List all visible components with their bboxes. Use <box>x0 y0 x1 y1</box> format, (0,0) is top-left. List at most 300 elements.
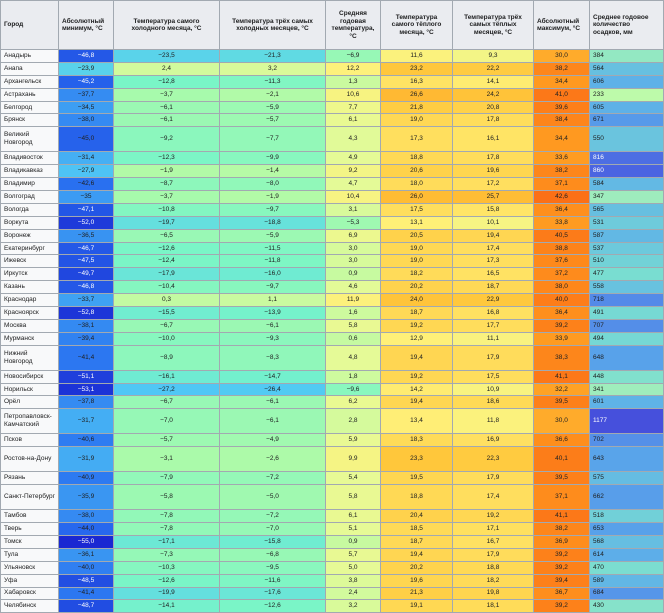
warmest-3-cell: 22,9 <box>453 294 534 307</box>
precip-cell: 648 <box>590 345 664 370</box>
warmest-month-cell: 14,2 <box>381 383 453 396</box>
abs-max-cell: 36,7 <box>534 587 590 600</box>
city-cell[interactable]: Норильск <box>1 383 59 396</box>
city-cell[interactable]: Ростов-на-Дону <box>1 447 59 472</box>
abs-max-cell: 39,2 <box>534 561 590 574</box>
annual-mean-cell: 6,1 <box>326 114 381 127</box>
precip-cell: 653 <box>590 523 664 536</box>
abs-min-cell: −47,1 <box>59 203 114 216</box>
precip-cell: 384 <box>590 50 664 63</box>
abs-min-cell: −44,0 <box>59 523 114 536</box>
city-cell[interactable]: Рязань <box>1 472 59 485</box>
abs-min-cell: −48,5 <box>59 574 114 587</box>
precip-cell: 605 <box>590 101 664 114</box>
abs-max-cell: 30,0 <box>534 50 590 63</box>
abs-min-cell: −27,9 <box>59 165 114 178</box>
abs-min-cell: −46,8 <box>59 281 114 294</box>
warmest-3-cell: 15,8 <box>453 203 534 216</box>
abs-max-cell: 39,6 <box>534 101 590 114</box>
coldest-month-cell: −19,9 <box>114 587 220 600</box>
annual-mean-cell: 9,9 <box>326 447 381 472</box>
city-cell[interactable]: Великий Новгород <box>1 127 59 152</box>
annual-mean-cell: 0,9 <box>326 535 381 548</box>
precip-cell: 430 <box>590 600 664 613</box>
warmest-month-cell: 17,5 <box>381 203 453 216</box>
coldest-3-cell: 1,1 <box>220 294 326 307</box>
coldest-3-cell: −21,3 <box>220 50 326 63</box>
warmest-month-cell: 20,2 <box>381 281 453 294</box>
abs-min-cell: −23,9 <box>59 62 114 75</box>
precip-cell: 575 <box>590 472 664 485</box>
coldest-month-cell: −5,8 <box>114 485 220 510</box>
coldest-3-cell: −6,8 <box>220 548 326 561</box>
warmest-3-cell: 19,2 <box>453 510 534 523</box>
precip-cell: 606 <box>590 75 664 88</box>
coldest-month-cell: −6,7 <box>114 319 220 332</box>
city-cell[interactable]: Уфа <box>1 574 59 587</box>
city-cell[interactable]: Тверь <box>1 523 59 536</box>
annual-mean-cell: 2,4 <box>326 587 381 600</box>
precip-cell: 510 <box>590 255 664 268</box>
header-warmest-month[interactable]: Температура самого тёплого месяца, °C <box>381 1 453 50</box>
abs-max-cell: 34,4 <box>534 127 590 152</box>
city-cell[interactable]: Москва <box>1 319 59 332</box>
warmest-3-cell: 18,1 <box>453 600 534 613</box>
warmest-3-cell: 17,4 <box>453 485 534 510</box>
abs-min-cell: −34,5 <box>59 101 114 114</box>
warmest-month-cell: 19,0 <box>381 242 453 255</box>
warmest-3-cell: 22,3 <box>453 447 534 472</box>
coldest-month-cell: −8,7 <box>114 178 220 191</box>
city-cell[interactable]: Хабаровск <box>1 587 59 600</box>
table-row <box>1 396 664 409</box>
abs-max-cell: 38,8 <box>534 242 590 255</box>
city-cell[interactable]: Брянск <box>1 114 59 127</box>
header-abs-max[interactable]: Абсолютный максимум, °C <box>534 1 590 50</box>
table-row <box>1 88 664 101</box>
coldest-3-cell: −5,0 <box>220 485 326 510</box>
precip-cell: 341 <box>590 383 664 396</box>
abs-max-cell: 40,0 <box>534 294 590 307</box>
abs-min-cell: −39,4 <box>59 332 114 345</box>
city-cell[interactable]: Архангельск <box>1 75 59 88</box>
abs-max-cell: 39,2 <box>534 319 590 332</box>
annual-mean-cell: 5,8 <box>326 485 381 510</box>
warmest-3-cell: 20,8 <box>453 101 534 114</box>
coldest-3-cell: 3,2 <box>220 62 326 75</box>
warmest-month-cell: 19,0 <box>381 255 453 268</box>
warmest-3-cell: 17,1 <box>453 523 534 536</box>
table-row <box>1 472 664 485</box>
coldest-month-cell: −12,8 <box>114 75 220 88</box>
city-cell[interactable]: Казань <box>1 281 59 294</box>
warmest-3-cell: 11,8 <box>453 409 534 434</box>
abs-min-cell: −36,5 <box>59 229 114 242</box>
city-cell[interactable]: Ижевск <box>1 255 59 268</box>
annual-mean-cell: 3,2 <box>326 600 381 613</box>
abs-max-cell: 36,4 <box>534 307 590 320</box>
city-cell[interactable]: Санкт-Петербург <box>1 485 59 510</box>
annual-mean-cell: 11,9 <box>326 294 381 307</box>
city-cell[interactable]: Петропавловск-Камчатский <box>1 409 59 434</box>
abs-min-cell: −55,0 <box>59 535 114 548</box>
warmest-3-cell: 17,4 <box>453 242 534 255</box>
annual-mean-cell: −9,6 <box>326 383 381 396</box>
precip-cell: 671 <box>590 114 664 127</box>
city-cell[interactable]: Новосибирск <box>1 370 59 383</box>
city-cell[interactable]: Краснодар <box>1 294 59 307</box>
abs-max-cell: 39,4 <box>534 574 590 587</box>
table-row <box>1 319 664 332</box>
abs-max-cell: 32,2 <box>534 383 590 396</box>
abs-max-cell: 41,0 <box>534 88 590 101</box>
coldest-3-cell: −9,5 <box>220 561 326 574</box>
warmest-month-cell: 18,2 <box>381 268 453 281</box>
warmest-month-cell: 16,3 <box>381 75 453 88</box>
warmest-month-cell: 19,0 <box>381 114 453 127</box>
precip-cell: 614 <box>590 548 664 561</box>
city-cell[interactable]: Вологда <box>1 203 59 216</box>
coldest-3-cell: −1,4 <box>220 165 326 178</box>
warmest-3-cell: 18,8 <box>453 561 534 574</box>
abs-min-cell: −46,8 <box>59 50 114 63</box>
coldest-month-cell: −10,4 <box>114 281 220 294</box>
coldest-3-cell: −5,9 <box>220 229 326 242</box>
coldest-month-cell: −1,9 <box>114 165 220 178</box>
table-row <box>1 307 664 320</box>
precip-cell: 494 <box>590 332 664 345</box>
annual-mean-cell: 7,7 <box>326 101 381 114</box>
coldest-3-cell: −6,1 <box>220 409 326 434</box>
table-row <box>1 62 664 75</box>
warmest-3-cell: 18,6 <box>453 396 534 409</box>
abs-min-cell: −49,7 <box>59 268 114 281</box>
warmest-month-cell: 20,4 <box>381 510 453 523</box>
abs-min-cell: −31,9 <box>59 447 114 472</box>
table-row <box>1 281 664 294</box>
warmest-3-cell: 19,4 <box>453 229 534 242</box>
abs-max-cell: 34,4 <box>534 75 590 88</box>
abs-min-cell: −46,7 <box>59 242 114 255</box>
warmest-3-cell: 22,2 <box>453 62 534 75</box>
warmest-month-cell: 18,5 <box>381 523 453 536</box>
annual-mean-cell: 4,9 <box>326 152 381 165</box>
header-abs-min[interactable]: Абсолютный минимум, °C <box>59 1 114 50</box>
warmest-3-cell: 17,7 <box>453 319 534 332</box>
coldest-month-cell: −3,7 <box>114 191 220 204</box>
abs-max-cell: 37,1 <box>534 178 590 191</box>
coldest-month-cell: −16,1 <box>114 370 220 383</box>
coldest-month-cell: −7,9 <box>114 472 220 485</box>
warmest-3-cell: 17,2 <box>453 178 534 191</box>
table-row <box>1 409 664 434</box>
table-body <box>1 50 664 613</box>
abs-max-cell: 38,2 <box>534 523 590 536</box>
coldest-3-cell: −13,9 <box>220 307 326 320</box>
annual-mean-cell: 4,7 <box>326 178 381 191</box>
abs-min-cell: −40,6 <box>59 434 114 447</box>
warmest-month-cell: 18,0 <box>381 178 453 191</box>
table-row <box>1 535 664 548</box>
abs-max-cell: 40,1 <box>534 447 590 472</box>
warmest-month-cell: 18,8 <box>381 485 453 510</box>
precip-cell: 537 <box>590 242 664 255</box>
annual-mean-cell: 3,8 <box>326 574 381 587</box>
city-cell[interactable]: Томск <box>1 535 59 548</box>
coldest-3-cell: −8,3 <box>220 345 326 370</box>
warmest-month-cell: 26,6 <box>381 88 453 101</box>
abs-max-cell: 39,5 <box>534 396 590 409</box>
abs-min-cell: −52,8 <box>59 307 114 320</box>
city-cell[interactable]: Астрахань <box>1 88 59 101</box>
header-coldest-3[interactable]: Температура трёх самых холодных месяцев, °C <box>220 1 326 50</box>
warmest-month-cell: 19,6 <box>381 574 453 587</box>
coldest-month-cell: −27,2 <box>114 383 220 396</box>
precip-cell: 347 <box>590 191 664 204</box>
abs-min-cell: −35,9 <box>59 485 114 510</box>
coldest-3-cell: −9,7 <box>220 203 326 216</box>
precip-cell: 470 <box>590 561 664 574</box>
annual-mean-cell: 5,9 <box>326 434 381 447</box>
warmest-month-cell: 20,6 <box>381 165 453 178</box>
coldest-month-cell: −7,3 <box>114 548 220 561</box>
annual-mean-cell: −5,3 <box>326 216 381 229</box>
coldest-3-cell: −6,1 <box>220 319 326 332</box>
precip-cell: 550 <box>590 127 664 152</box>
annual-mean-cell: 3,0 <box>326 255 381 268</box>
warmest-3-cell: 17,5 <box>453 370 534 383</box>
coldest-3-cell: −14,7 <box>220 370 326 383</box>
abs-max-cell: 36,4 <box>534 203 590 216</box>
table-row <box>1 101 664 114</box>
precip-cell: 564 <box>590 62 664 75</box>
table-row <box>1 561 664 574</box>
warmest-month-cell: 24,0 <box>381 294 453 307</box>
coldest-month-cell: −15,5 <box>114 307 220 320</box>
table-row <box>1 574 664 587</box>
coldest-3-cell: −9,3 <box>220 332 326 345</box>
precip-cell: 816 <box>590 152 664 165</box>
coldest-3-cell: −12,6 <box>220 600 326 613</box>
abs-min-cell: −47,5 <box>59 255 114 268</box>
precip-cell: 233 <box>590 88 664 101</box>
header-warmest-3[interactable]: Температура трёх самых тёплых месяцев, °C <box>453 1 534 50</box>
coldest-month-cell: −6,7 <box>114 396 220 409</box>
table-row <box>1 600 664 613</box>
coldest-3-cell: −6,1 <box>220 396 326 409</box>
table-row <box>1 510 664 523</box>
abs-min-cell: −45,2 <box>59 75 114 88</box>
table-row <box>1 485 664 510</box>
city-cell[interactable]: Владикавказ <box>1 165 59 178</box>
table-row <box>1 229 664 242</box>
table-row <box>1 523 664 536</box>
warmest-month-cell: 21,3 <box>381 587 453 600</box>
city-cell[interactable]: Воронеж <box>1 229 59 242</box>
warmest-3-cell: 16,5 <box>453 268 534 281</box>
coldest-month-cell: −10,8 <box>114 203 220 216</box>
coldest-3-cell: −11,8 <box>220 255 326 268</box>
annual-mean-cell: 4,6 <box>326 281 381 294</box>
table-row <box>1 370 664 383</box>
coldest-3-cell: −17,6 <box>220 587 326 600</box>
coldest-month-cell: −9,2 <box>114 127 220 152</box>
warmest-3-cell: 10,9 <box>453 383 534 396</box>
warmest-month-cell: 23,3 <box>381 447 453 472</box>
coldest-3-cell: −7,2 <box>220 472 326 485</box>
warmest-month-cell: 17,3 <box>381 127 453 152</box>
abs-min-cell: −38,0 <box>59 114 114 127</box>
city-cell[interactable]: Орёл <box>1 396 59 409</box>
precip-cell: 568 <box>590 535 664 548</box>
coldest-month-cell: −12,3 <box>114 152 220 165</box>
precip-cell: 860 <box>590 165 664 178</box>
warmest-3-cell: 17,8 <box>453 152 534 165</box>
city-cell[interactable]: Волгоград <box>1 191 59 204</box>
city-cell[interactable]: Анапа <box>1 62 59 75</box>
annual-mean-cell: 12,2 <box>326 62 381 75</box>
precip-cell: 558 <box>590 281 664 294</box>
coldest-month-cell: −12,6 <box>114 574 220 587</box>
coldest-month-cell: −6,1 <box>114 114 220 127</box>
coldest-3-cell: −5,7 <box>220 114 326 127</box>
header-annual-mean[interactable]: Средняя годовая температура, °C <box>326 1 381 50</box>
table-row <box>1 50 664 63</box>
city-cell[interactable]: Екатеринбург <box>1 242 59 255</box>
precip-cell: 584 <box>590 178 664 191</box>
abs-max-cell: 38,3 <box>534 345 590 370</box>
abs-min-cell: −45,0 <box>59 127 114 152</box>
warmest-month-cell: 19,4 <box>381 396 453 409</box>
warmest-month-cell: 19,5 <box>381 472 453 485</box>
city-cell[interactable]: Тула <box>1 548 59 561</box>
city-cell[interactable]: Владимир <box>1 178 59 191</box>
annual-mean-cell: 4,8 <box>326 345 381 370</box>
annual-mean-cell: 5,8 <box>326 319 381 332</box>
abs-min-cell: −51,1 <box>59 370 114 383</box>
city-cell[interactable]: Мурманск <box>1 332 59 345</box>
warmest-month-cell: 20,5 <box>381 229 453 242</box>
abs-max-cell: 36,9 <box>534 535 590 548</box>
warmest-month-cell: 19,4 <box>381 345 453 370</box>
coldest-3-cell: −5,9 <box>220 101 326 114</box>
city-cell[interactable]: Воркута <box>1 216 59 229</box>
abs-min-cell: −48,7 <box>59 600 114 613</box>
coldest-3-cell: −1,9 <box>220 191 326 204</box>
abs-max-cell: 39,2 <box>534 548 590 561</box>
warmest-3-cell: 19,8 <box>453 587 534 600</box>
coldest-month-cell: −12,4 <box>114 255 220 268</box>
coldest-3-cell: −15,8 <box>220 535 326 548</box>
annual-mean-cell: 6,2 <box>326 396 381 409</box>
precip-cell: 702 <box>590 434 664 447</box>
coldest-3-cell: −26,4 <box>220 383 326 396</box>
warmest-3-cell: 16,9 <box>453 434 534 447</box>
warmest-3-cell: 17,9 <box>453 472 534 485</box>
abs-max-cell: 37,1 <box>534 485 590 510</box>
annual-mean-cell: 2,8 <box>326 409 381 434</box>
header-coldest-month[interactable]: Температура самого холодного месяца, °C <box>114 1 220 50</box>
annual-mean-cell: 10,4 <box>326 191 381 204</box>
table-row <box>1 447 664 472</box>
warmest-month-cell: 18,7 <box>381 535 453 548</box>
abs-max-cell: 39,5 <box>534 472 590 485</box>
coldest-3-cell: −4,9 <box>220 434 326 447</box>
coldest-month-cell: −7,0 <box>114 409 220 434</box>
coldest-month-cell: 0,3 <box>114 294 220 307</box>
abs-max-cell: 33,6 <box>534 152 590 165</box>
table-row <box>1 75 664 88</box>
warmest-3-cell: 16,8 <box>453 307 534 320</box>
header-city[interactable]: Город <box>1 1 59 50</box>
coldest-month-cell: −17,1 <box>114 535 220 548</box>
abs-min-cell: −38,0 <box>59 510 114 523</box>
abs-min-cell: −41,4 <box>59 587 114 600</box>
city-cell[interactable]: Тамбов <box>1 510 59 523</box>
city-cell[interactable]: Анадырь <box>1 50 59 63</box>
precip-cell: 448 <box>590 370 664 383</box>
table-row <box>1 332 664 345</box>
coldest-3-cell: −9,7 <box>220 281 326 294</box>
city-cell[interactable]: Нижний Новгород <box>1 345 59 370</box>
abs-min-cell: −31,4 <box>59 152 114 165</box>
city-cell[interactable]: Иркутск <box>1 268 59 281</box>
city-cell[interactable]: Челябинск <box>1 600 59 613</box>
coldest-3-cell: −7,2 <box>220 510 326 523</box>
coldest-month-cell: −10,3 <box>114 561 220 574</box>
table-row <box>1 294 664 307</box>
city-cell[interactable]: Белгород <box>1 101 59 114</box>
warmest-3-cell: 11,1 <box>453 332 534 345</box>
coldest-month-cell: 2,4 <box>114 62 220 75</box>
table-row <box>1 127 664 152</box>
abs-max-cell: 37,6 <box>534 255 590 268</box>
annual-mean-cell: 6,9 <box>326 229 381 242</box>
abs-max-cell: 37,2 <box>534 268 590 281</box>
city-cell[interactable]: Красноярск <box>1 307 59 320</box>
annual-mean-cell: 3,1 <box>326 203 381 216</box>
coldest-3-cell: −7,7 <box>220 127 326 152</box>
coldest-3-cell: −2,1 <box>220 88 326 101</box>
abs-max-cell: 38,0 <box>534 281 590 294</box>
warmest-3-cell: 18,7 <box>453 281 534 294</box>
header-precip[interactable]: Среднее годовое количество осадков, мм <box>590 1 664 50</box>
city-cell[interactable]: Владивосток <box>1 152 59 165</box>
coldest-3-cell: −11,5 <box>220 242 326 255</box>
precip-cell: 565 <box>590 203 664 216</box>
table-row <box>1 191 664 204</box>
warmest-month-cell: 21,8 <box>381 101 453 114</box>
table-row <box>1 152 664 165</box>
abs-max-cell: 33,8 <box>534 216 590 229</box>
header-row <box>1 1 664 50</box>
annual-mean-cell: 1,8 <box>326 370 381 383</box>
abs-min-cell: −40,0 <box>59 561 114 574</box>
coldest-month-cell: −6,1 <box>114 101 220 114</box>
abs-max-cell: 33,9 <box>534 332 590 345</box>
city-cell[interactable]: Ульяновск <box>1 561 59 574</box>
annual-mean-cell: 4,3 <box>326 127 381 152</box>
abs-max-cell: 38,2 <box>534 62 590 75</box>
city-cell[interactable]: Псков <box>1 434 59 447</box>
precip-cell: 1177 <box>590 409 664 434</box>
abs-max-cell: 42,6 <box>534 191 590 204</box>
abs-max-cell: 39,2 <box>534 600 590 613</box>
warmest-3-cell: 25,7 <box>453 191 534 204</box>
annual-mean-cell: 10,6 <box>326 88 381 101</box>
warmest-month-cell: 18,8 <box>381 152 453 165</box>
coldest-month-cell: −8,9 <box>114 345 220 370</box>
